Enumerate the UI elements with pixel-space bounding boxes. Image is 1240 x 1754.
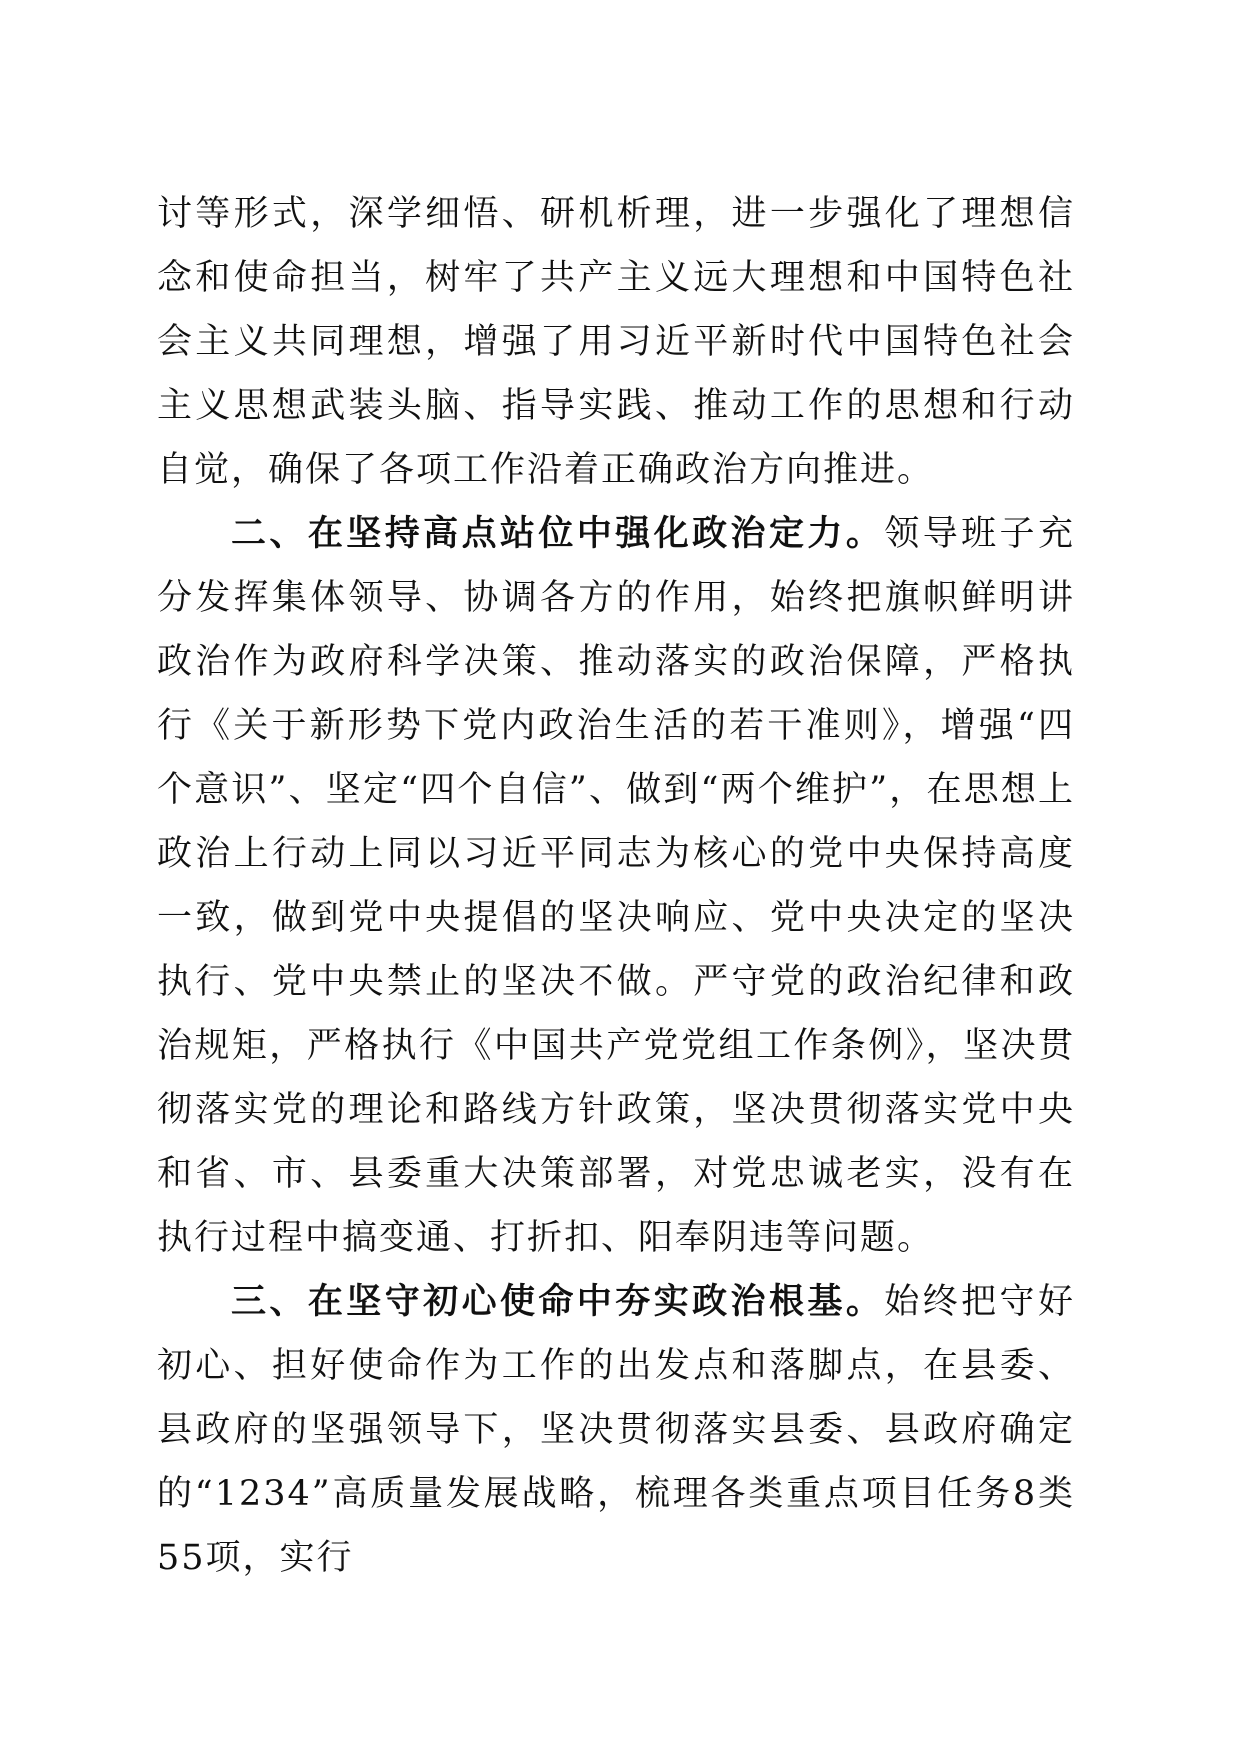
section-three-body: 始终把守好初心、担好使命作为工作的出发点和落脚点，在县委、县政府的坚强领导下，坚决贯彻落实县委、县政府确定的“1234”高质量发展战略，梳理各类重点项目任务8类55项，实行 [157, 1282, 1075, 1578]
paragraph-continuation: 讨等形式，深学细悟、研机析理，进一步强化了理想信念和使命担当，树牢了共产主义远大理想和中国特色社会主义共同理想，增强了用习近平新时代中国特色社会主义思想武装头脑、指导实践、推动工作的思想和行动自觉，确保了各项工作沿着正确政治方向推进。 [157, 194, 1075, 490]
section-three-heading: 三、在坚守初心使命中夯实政治根基。 [231, 1282, 885, 1322]
section-three-paragraph [157, 1270, 1075, 1590]
section-two-body: 领导班子充分发挥集体领导、协调各方的作用，始终把旗帜鲜明讲政治作为政府科学决策、推动落实的政治保障，严格执行《关于新形势下党内政治生活的若干准则》，增强“四个意识”、坚定“四个自信”、做到“两个维护”，在思想上政治上行动上同以习近平同志为核心的党中央保持高度一致，做到党中央提倡的坚决响应、党中央决定的坚决执行、党中央禁止的坚决不做。严守党的政治纪律和政治规矩，严格执行《中国共产党党组工作条例》，坚决贯彻落实党的理论和路线方针政策，坚决贯彻落实党中央和省、市、县委重大决策部署，对党忠诚老实，没有在执行过程中搞变通、打折扣、阳奉阴违等问题。 [157, 514, 1075, 1258]
section-two-paragraph [157, 502, 1075, 1270]
section-two-heading: 二、在坚持高点站位中强化政治定力。 [231, 514, 885, 554]
